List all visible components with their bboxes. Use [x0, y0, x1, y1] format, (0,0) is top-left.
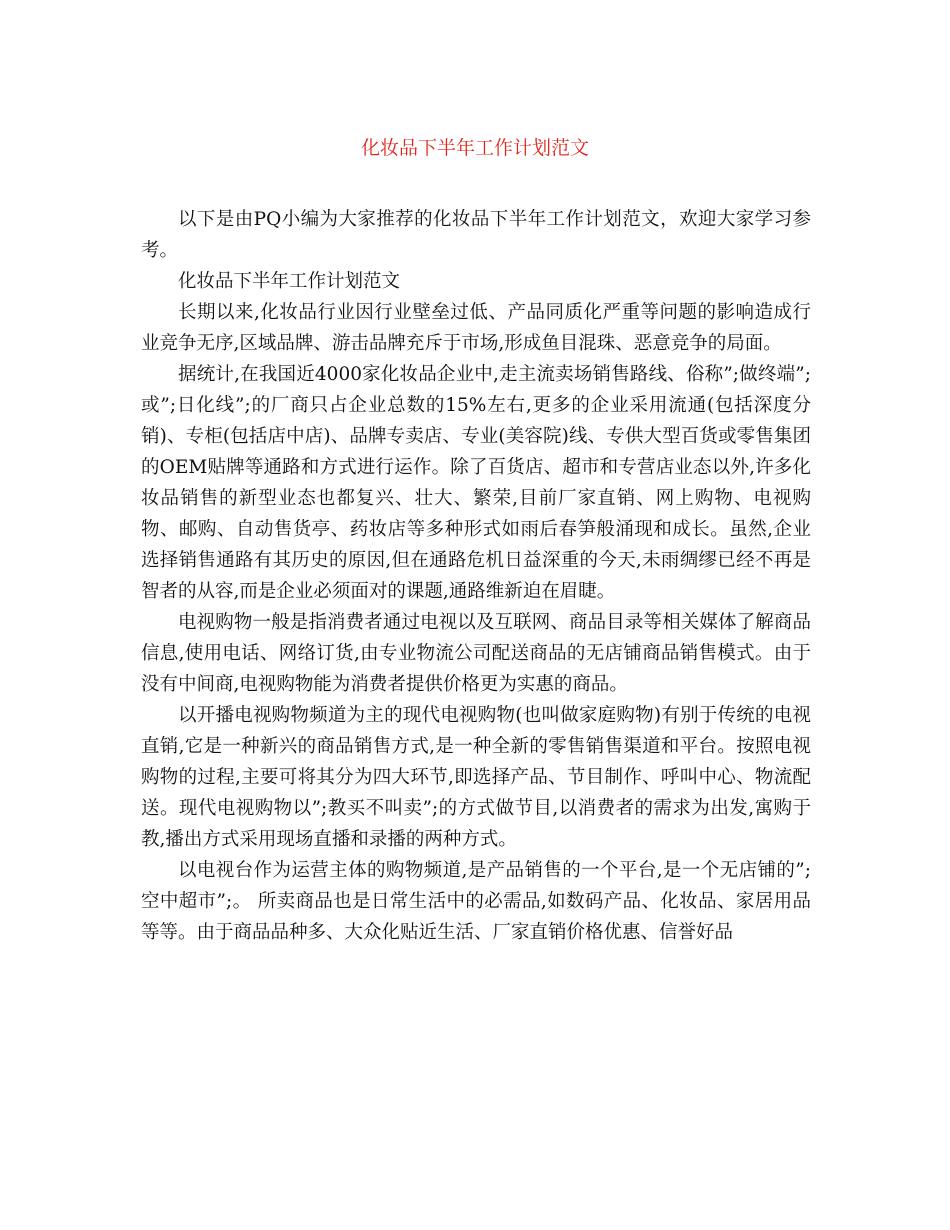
paragraph-industry-background: 长期以来,化妆品行业因行业壁垒过低、产品同质化严重等问题的影响造成行业竞争无序,区域品牌、游击品牌充斥于市场,形成鱼目混珠、恶意竞争的局面。: [141, 302, 811, 354]
paragraph-shopping-channel: 以电视台作为运营主体的购物频道,是产品销售的一个平台,是一个无店铺的”;空中超市”;。 所卖商品也是日常生活中的必需品,如数码产品、化妆品、家居用品等等。由于商品品种多、大众化贴近生活、厂家直销价格优惠、信誉好品: [141, 860, 811, 943]
paragraph-tv-shopping-definition: 电视购物一般是指消费者通过电视以及互联网、商品目录等相关媒体了解商品信息,使用电话、网络订货,由专业物流公司配送商品的无店铺商品销售模式。由于没有中间商,电视购物能为消费者提供价格更为实惠的商品。: [141, 612, 811, 695]
paragraph-intro: 以下是由PQ小编为大家推荐的化妆品下半年工作计划范文，欢迎大家学习参考。: [141, 209, 811, 261]
paragraph-modern-tv-shopping: 以开播电视购物频道为主的现代电视购物(也叫做家庭购物)有别于传统的电视直销,它是一种新兴的商品销售方式,是一种全新的零售销售渠道和平台。按照电视购物的过程,主要可将其分为四大环节,即选择产品、节目制作、呼叫中心、物流配送。现代电视购物以”;教买不叫卖”;的方式做节目,以消费者的需求为出发,寓购于教,播出方式采用现场直播和录播的两种方式。: [141, 705, 811, 850]
paragraph-statistics: 据统计,在我国近4000家化妆品企业中,走主流卖场销售路线、俗称”;做终端”;或”;日化线”;的厂商只占企业总数的15%左右,更多的企业采用流通(包括深度分销)、专柜(包括店中店)、品牌专卖店、专业(美容院)线、专供大型百货或零售集团的OEM贴牌等通路和方式进行运作。除了百货店、超市和专营店业态以外,许多化妆品销售的新型业态也都复兴、壮大、繁荣,目前厂家直销、网上购物、电视购物、邮购、自动售货亭、药妆店等多种形式如雨后春笋般涌现和成长。虽然,企业选择销售通路有其历史的原因,但在通路危机日益深重的今天,未雨绸缪已经不再是智者的从容,而是企业必须面对的课题,通路维新迫在眉睫。: [141, 364, 811, 602]
document-body: [141, 204, 811, 948]
paragraph-subheading: 化妆品下半年工作计划范文: [178, 271, 401, 292]
document-title: 化妆品下半年工作计划范文: [360, 137, 589, 159]
